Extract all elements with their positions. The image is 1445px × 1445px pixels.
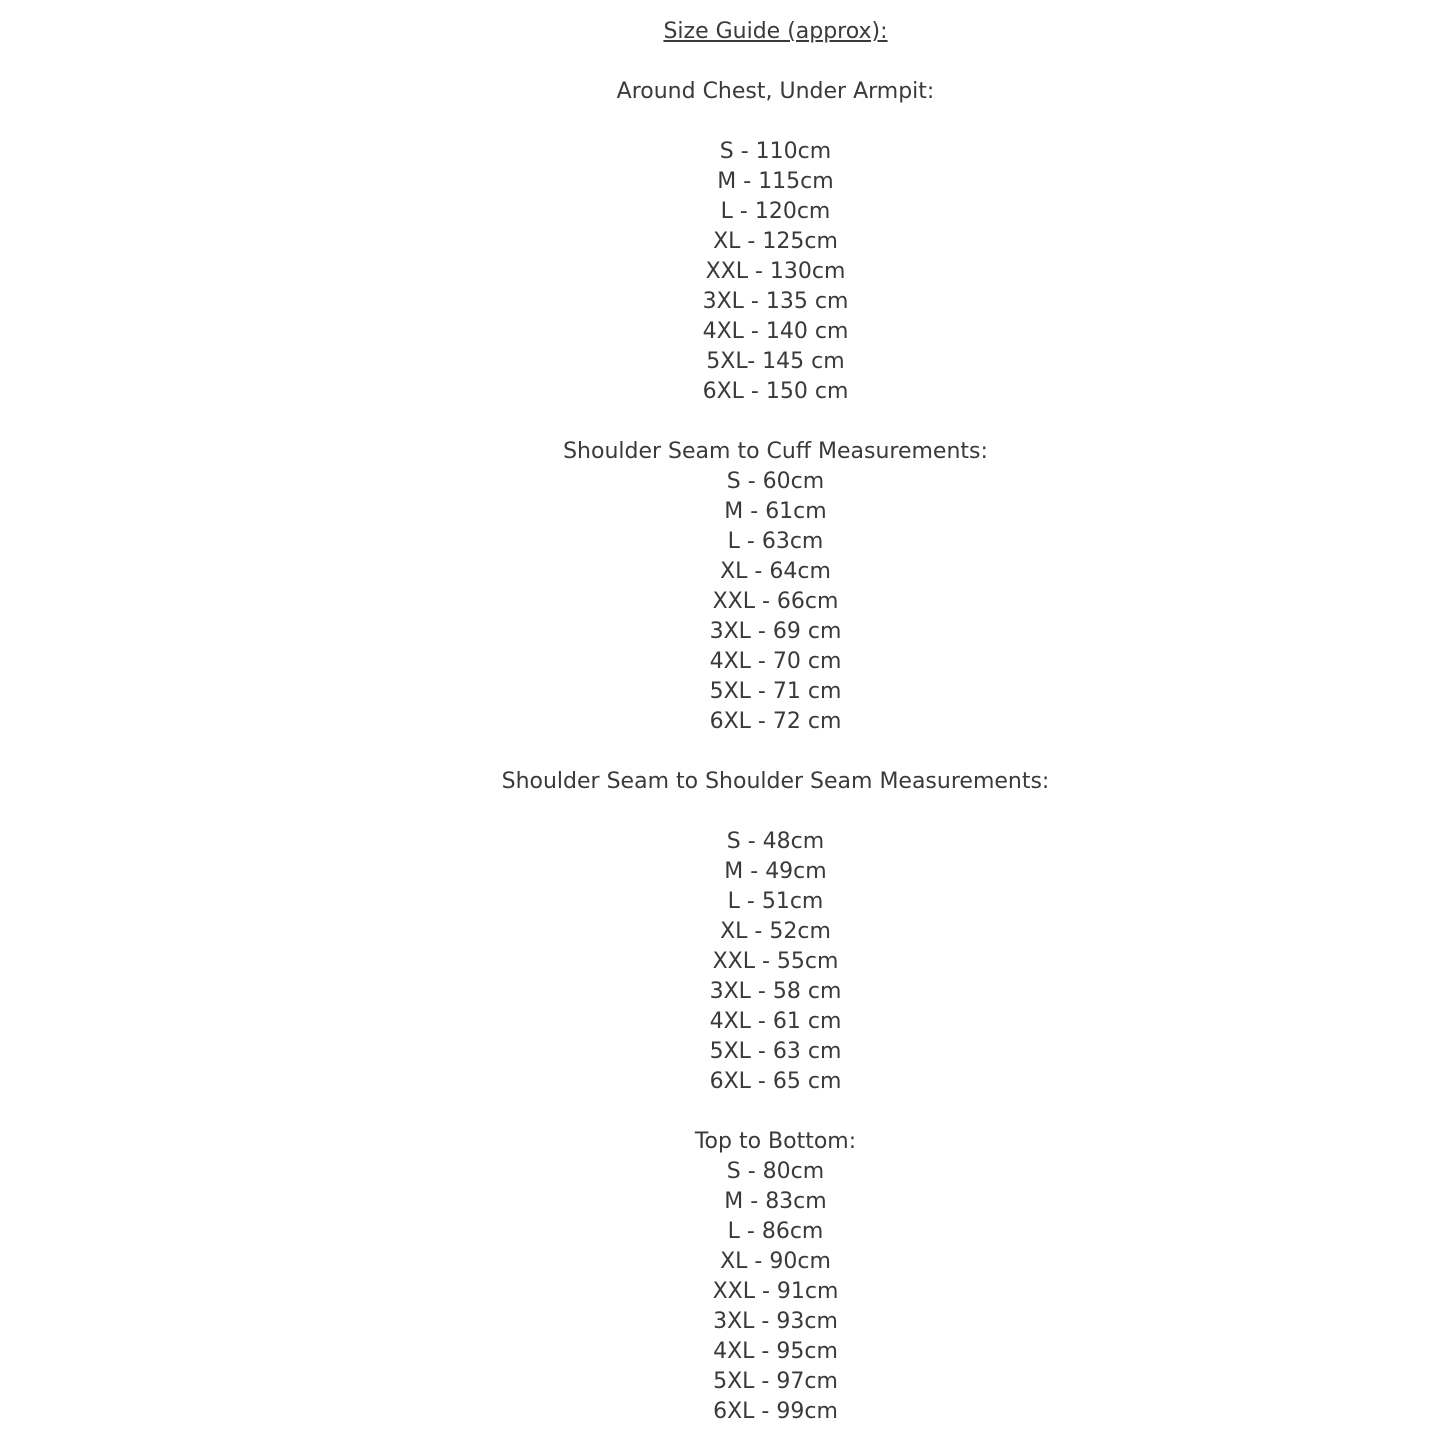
size-row: M - 61cm: [724, 499, 827, 524]
spacer: [106, 407, 1445, 437]
size-row: M - 83cm: [724, 1189, 827, 1214]
size-row: M - 49cm: [724, 859, 827, 884]
size-row: XXL - 66cm: [712, 589, 839, 614]
size-row: 6XL - 99cm: [713, 1399, 838, 1424]
size-row: S - 110cm: [719, 139, 832, 164]
size-row: 5XL- 145 cm: [706, 349, 845, 374]
spacer: [106, 737, 1445, 767]
size-row: 4XL - 140 cm: [702, 319, 849, 344]
size-row: XXL - 55cm: [712, 949, 839, 974]
size-row: 5XL - 97cm: [713, 1369, 838, 1394]
size-row: L - 63cm: [727, 529, 824, 554]
size-row: 6XL - 72 cm: [709, 709, 842, 734]
size-row: 6XL - 65 cm: [709, 1069, 842, 1094]
size-row: L - 120cm: [720, 199, 831, 224]
size-guide-document: [106, 0, 1445, 1427]
size-row: S - 60cm: [726, 469, 825, 494]
size-row: XL - 90cm: [720, 1249, 831, 1274]
size-row: L - 51cm: [727, 889, 824, 914]
size-row: S - 80cm: [726, 1159, 825, 1184]
spacer: [106, 107, 1445, 137]
size-row: 4XL - 95cm: [713, 1339, 838, 1364]
section-heading-seam-to-cuff: Shoulder Seam to Cuff Measurements:: [563, 439, 988, 464]
size-row: 3XL - 93cm: [713, 1309, 838, 1334]
size-row: 5XL - 63 cm: [709, 1039, 842, 1064]
size-row: XL - 64cm: [720, 559, 831, 584]
size-row: XXL - 130cm: [705, 259, 846, 284]
size-row: M - 115cm: [717, 169, 834, 194]
size-row: XXL - 91cm: [712, 1279, 839, 1304]
spacer: [106, 47, 1445, 77]
size-row: 3XL - 69 cm: [709, 619, 842, 644]
size-row: XL - 52cm: [720, 919, 831, 944]
size-row: 3XL - 135 cm: [702, 289, 849, 314]
size-row: 6XL - 150 cm: [702, 379, 849, 404]
size-row: XL - 125cm: [713, 229, 838, 254]
size-row: S - 48cm: [726, 829, 825, 854]
section-heading-seam-to-seam: Shoulder Seam to Shoulder Seam Measurements:: [501, 769, 1050, 794]
section-heading-around-chest: Around Chest, Under Armpit:: [616, 79, 935, 104]
size-row: 4XL - 70 cm: [709, 649, 842, 674]
size-row: L - 86cm: [727, 1219, 824, 1244]
size-row: 4XL - 61 cm: [709, 1009, 842, 1034]
spacer: [106, 1097, 1445, 1127]
spacer: [106, 797, 1445, 827]
page-title: Size Guide (approx):: [663, 19, 888, 44]
size-row: 5XL - 71 cm: [709, 679, 842, 704]
section-heading-top-to-bottom: Top to Bottom:: [694, 1129, 857, 1154]
size-row: 3XL - 58 cm: [709, 979, 842, 1004]
